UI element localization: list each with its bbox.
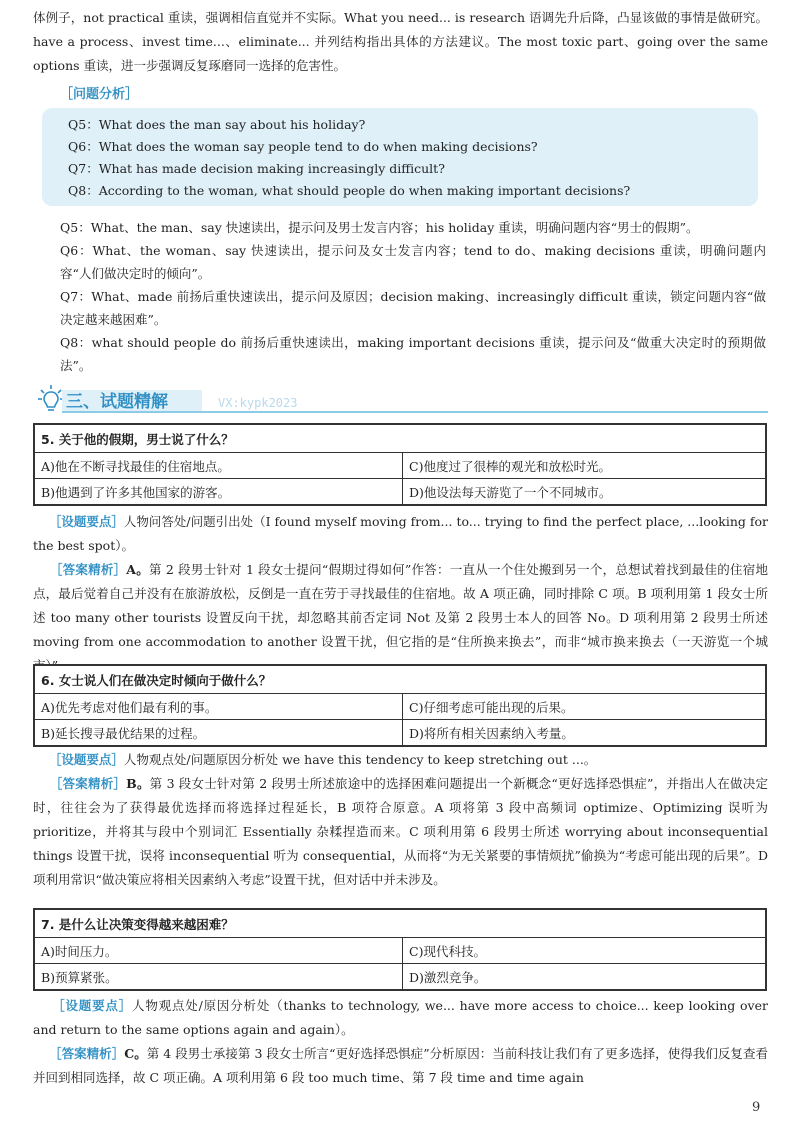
- option-c: C)仔细考虑可能出现的后果。: [403, 694, 767, 720]
- q6-answer-text: 第 3 段女士针对第 2 段男士所述旅途中的选择困难问题提出一个新概念“更好选择恐惧症”，并指出人在做决定时，往往会为了获得最优选择而将选择过程延长，B 项符合原意。A 项将第 3 段中高频词 optimize、Optimizing 误听为 prioritize，并将其与段中个别词汇 Essentially 杂糅捏造而来。C 项利用第 6 段男士所述 worrying about inconsequential things 设置干扰，误将 inconsequential 听为 consequential，从而将“为无关紧要的事情烦扰”偷换为“考虑可能出现的后果”。D 项利用常识“做决策应将相关因素纳入考虑”设置干扰，但对话中并未涉及。: [33, 776, 768, 887]
- q5-answer: [33, 558, 768, 678]
- analysis-q6: Q6：What、the woman、say 快速读出，提示问及女士发言内容；tend to do、making decisions 重读，明确问题内容“人们做决定时的倾向”。: [60, 243, 766, 281]
- option-a: A)他在不断寻找最佳的住宿地点。: [34, 453, 403, 479]
- q7-answer-letter: C。: [124, 1046, 147, 1061]
- question-5-title: 5. 关于他的假期，男士说了什么？: [34, 424, 766, 453]
- q7-point: [33, 994, 768, 1042]
- watermark: VX:kypk2023: [218, 396, 298, 410]
- q5-point: [33, 510, 768, 558]
- q5-point-tag: ［设题要点］: [48, 514, 124, 529]
- lightbulb-icon: [38, 384, 64, 414]
- section-title: 三、试题精解: [66, 392, 168, 412]
- option-c: C)现代科技。: [403, 938, 767, 964]
- question-q5: Q5：What does the man say about his holiday?: [68, 117, 366, 132]
- q5-answer-letter: A。: [126, 562, 149, 577]
- q7-point-text: 人物观点处/原因分析处（thanks to technology, we... have more access to choice... keep looking over and return to the same options again and again）。: [33, 998, 768, 1037]
- analysis-q8: Q8：what should people do 前扬后重快速读出，making important decisions 重读，提示问及“做重大决定时的预期做法”。: [60, 335, 766, 373]
- question-7-title: 7. 是什么让决策变得越来越困难？: [34, 909, 766, 938]
- intro-paragraph: 体例子，not practical 重读，强调相信直觉并不实际。What you need... is research 语调先升后降，凸显该做的事情是做研究。have a process、invest time...、eliminate... 并列结构指出具体的方法建议。The most toxic part、going over the same options 重读，进一步强调反复琢磨同一选择的危害性。: [33, 10, 768, 73]
- question-q6: Q6：What does the woman say people tend to do when making decisions?: [68, 139, 538, 154]
- q7-answer-text: 第 4 段男士承接第 3 段女士所言“更好选择恐惧症”分析原因：当前科技让我们有了更多选择，使得我们反复查看并回到相同选择，故 C 项正确。A 项利用第 6 段 too much time、第 7 段 time and time again: [33, 1046, 768, 1085]
- q5-point-text: 人物问答处/问题引出处（I found myself moving from... to... trying to find the perfect place, ...looking for the best spot）。: [33, 514, 768, 553]
- q7-answer-tag: ［答案精析］: [49, 1046, 125, 1061]
- q6-answer-tag: ［答案精析］: [49, 776, 127, 791]
- q6-answer: [33, 772, 768, 892]
- q6-answer-letter: B。: [126, 776, 150, 791]
- page-number: 9: [752, 1100, 761, 1115]
- option-a: A)优先考虑对他们最有利的事。: [34, 694, 403, 720]
- q6-point-text: 人物观点处/问题原因分析处 we have this tendency to keep stretching out ...。: [123, 752, 597, 767]
- question-box: [42, 108, 758, 206]
- option-d: D)将所有相关因素纳入考量。: [403, 720, 767, 747]
- question-7-table: [33, 908, 767, 991]
- question-q7: Q7：What has made decision making increasingly difficult?: [68, 161, 445, 176]
- question-6-table: [33, 664, 767, 747]
- q6-point-tag: ［设题要点］: [48, 752, 124, 767]
- option-d: D)他设法每天游览了一个不同城市。: [403, 479, 767, 506]
- option-c: C)他度过了很棒的观光和放松时光。: [403, 453, 767, 479]
- q7-answer: [33, 1042, 768, 1090]
- question-5-table: [33, 423, 767, 506]
- option-a: A)时间压力。: [34, 938, 403, 964]
- q7-point-tag: ［设题要点］: [52, 998, 133, 1013]
- analysis-label: ［问题分析］: [60, 87, 139, 102]
- question-q8: Q8：According to the woman, what should people do when making important decisions?: [68, 183, 631, 198]
- option-b: B)预算紧张。: [34, 964, 403, 991]
- q5-answer-tag: ［答案精析］: [49, 562, 127, 577]
- analysis-q7: Q7：What、made 前扬后重快速读出，提示问及原因；decision making、increasingly difficult 重读，锁定问题内容“做决定越来越困难”。: [60, 289, 766, 327]
- q5-answer-text: 第 2 段男士针对 1 段女士提问“假期过得如何”作答：一直从一个住处搬到另一个，总想试着找到最佳的住宿地点，最后觉着自己并没有在旅游放松，反倒是一直在劳于寻找最佳的住宿地。故 A 项正确，同时排除 C 项。B 项利用第 1 段女士所述 too many other tourists 设置反向干扰，却忽略其前否定词 Not 及第 2 段男士本人的回答 No。D 项利用第 2 段男士所述 moving from one accommodation to another 设置干扰，但它指的是“住所换来换去”，而非“城市换来换去（一天游览一个城: [33, 562, 768, 649]
- section-header: [38, 384, 768, 418]
- option-d: D)激烈竞争。: [403, 964, 767, 991]
- question-6-title: 6. 女士说人们在做决定时倾向于做什么？: [34, 665, 766, 694]
- option-b: B)他遇到了许多其他国家的游客。: [34, 479, 403, 506]
- q6-point: [33, 748, 768, 772]
- option-b: B)延长搜寻最优结果的过程。: [34, 720, 403, 747]
- analysis-q5: Q5：What、the man、say 快速读出，提示问及男士发言内容；his holiday 重读，明确问题内容“男士的假期”。: [60, 220, 699, 235]
